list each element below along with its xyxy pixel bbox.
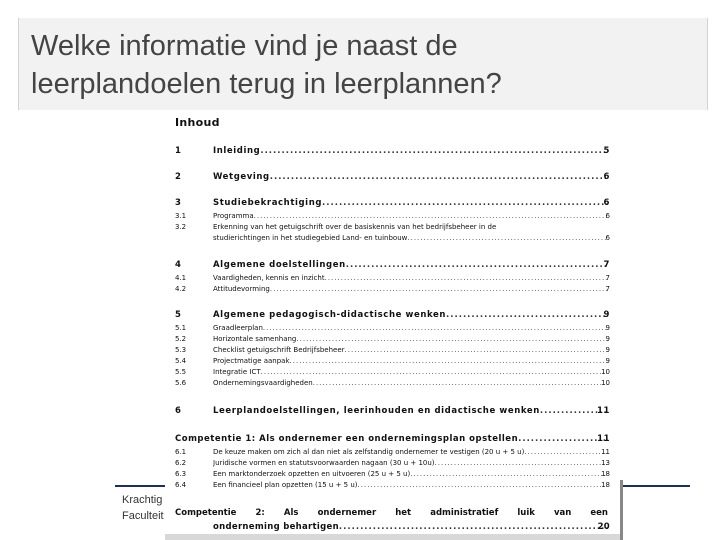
toc-entry-label (213, 310, 608, 320)
toc-leader-dots (435, 459, 608, 467)
toc-entry-label (213, 285, 608, 293)
toc-entry-page: 20 (597, 522, 610, 532)
toc-entry-number: 6.4 (175, 481, 187, 489)
toc-entry-label (213, 448, 608, 456)
toc-entry-page: 5 (603, 146, 610, 156)
toc-entry-word: luik (517, 508, 535, 518)
toc-entry-number: 5.5 (175, 368, 187, 376)
toc-entry-title: Een financieel plan opzetten (15 u + 5 u) (213, 481, 358, 489)
toc-entry-number: 3 (175, 198, 182, 208)
toc-entry-title: onderneming behartigen (213, 522, 339, 532)
toc-entry-page: 9 (605, 346, 610, 354)
toc-entry-word: administratief (430, 508, 499, 518)
toc-entry-word: een (590, 508, 608, 518)
toc-entry-title: Attitudevorming (213, 285, 270, 293)
toc-entry-title: studierichtingen in het studiegebied Land- en tuinbouw (213, 234, 408, 242)
toc-entry-number: 6 (175, 406, 182, 416)
slide-title-box (18, 18, 708, 110)
toc-entry-number: 5.3 (175, 346, 187, 354)
toc-entry-page: 11 (596, 406, 610, 416)
toc-entry-label (213, 346, 608, 354)
toc-entry-label (213, 368, 608, 376)
toc-entry-title: Wetgeving (213, 172, 270, 182)
toc-entry-number: 6.2 (175, 459, 187, 467)
toc-entry-word: Als (283, 508, 299, 518)
toc-entry-title: Studiebekrachtiging (213, 198, 323, 208)
toc-entry-page: 7 (603, 260, 610, 270)
toc-entry-word: ondernemer (317, 508, 377, 518)
toc-entry-number: 1 (175, 146, 182, 156)
toc-entry-title: Checklist getuigschrift Bedrijfsbeheer (213, 346, 345, 354)
scan-right-edge (620, 480, 623, 540)
toc-entry-number: 4.1 (175, 274, 187, 282)
toc-entry-label (213, 146, 608, 156)
toc-entry-page: 18 (601, 481, 610, 489)
toc-entry-number: 5.6 (175, 379, 187, 387)
toc-entry-page: 11 (601, 448, 610, 456)
toc-entry-title: Erkenning van het getuigschrift over de basiskennis van het bedrijfsbeheer in de (213, 223, 497, 231)
toc-leader-dots (261, 368, 608, 376)
toc-entry-word: van (553, 508, 572, 518)
toc-entry-page: 6 (605, 234, 610, 242)
toc-entry-page: 9 (603, 310, 610, 320)
toc-heading: Inhoud (175, 116, 220, 129)
toc-leader-dots (313, 379, 608, 387)
toc-leader-dots (260, 146, 608, 156)
toc-entry-page: 6 (603, 198, 610, 208)
toc-entry-title: Programma (213, 212, 254, 220)
toc-entry-number: 4.2 (175, 285, 187, 293)
toc-entry-page: 9 (605, 357, 610, 365)
toc-entry-title: Een marktonderzoek opzetten en uitvoeren (25 u + 5 u) (213, 470, 411, 478)
toc-leader-dots (254, 212, 608, 220)
toc-entry-number: 3.2 (175, 223, 187, 231)
footer-text-line-2: Faculteit (122, 510, 164, 522)
toc-entry-label (213, 335, 608, 343)
toc-entry-label (213, 481, 608, 489)
toc-entry-number: 6.1 (175, 448, 187, 456)
toc-entry-page: 6 (603, 172, 610, 182)
slide-title-line-1: Welke informatie vind je naast de (31, 30, 458, 62)
toc-entry-title: Ondernemingsvaardigheden (213, 379, 313, 387)
toc-entry-page: 7 (605, 285, 610, 293)
toc-leader-dots (263, 324, 608, 332)
toc-entry-title: Juridische vormen en statutsvoorwaarden nagaan (30 u + 10u) (213, 459, 435, 467)
toc-leader-dots (270, 172, 608, 182)
toc-entry-title: Projectmatige aanpak (213, 357, 290, 365)
toc-entry-label (213, 172, 608, 182)
toc-entry-title: Integratie ICT (213, 368, 261, 376)
toc-entry-page: 11 (597, 434, 610, 444)
toc-entry-number: 2 (175, 172, 182, 182)
toc-entry-title: Competentie 1: Als ondernemer een ondernemingsplan opstellen (175, 434, 519, 444)
toc-entry-label (213, 198, 608, 208)
toc-leader-dots (524, 448, 608, 456)
toc-entry-number: 6.3 (175, 470, 187, 478)
table-of-contents-image (165, 110, 622, 540)
toc-leader-dots (339, 522, 608, 532)
toc-entry-page: 18 (601, 470, 610, 478)
toc-entry-number: 5.4 (175, 357, 187, 365)
scan-bottom-edge (165, 534, 622, 540)
toc-entry-label (213, 274, 608, 282)
toc-leader-dots (358, 481, 608, 489)
toc-entry-number: 5.1 (175, 324, 187, 332)
toc-entry-label (175, 508, 608, 518)
toc-entry-label (213, 324, 608, 332)
toc-entry-page: 6 (605, 212, 610, 220)
toc-entry-number: 5 (175, 310, 182, 320)
toc-entry-title: Algemene doelstellingen (213, 260, 346, 270)
toc-entry-label (213, 522, 608, 532)
toc-entry-title: De keuze maken om zich al dan niet als zelfstandig ondernemer te vestigen (20 u + 5 u) (213, 448, 525, 456)
toc-entry-label (213, 357, 608, 365)
toc-leader-dots (325, 274, 608, 282)
toc-entry-page: 9 (605, 324, 610, 332)
toc-leader-dots (290, 357, 608, 365)
toc-entry-label (213, 459, 608, 467)
toc-entry-number: 3.1 (175, 212, 187, 220)
toc-entry-label (175, 434, 608, 444)
toc-leader-dots (407, 234, 608, 242)
toc-entry-label (213, 234, 608, 242)
toc-leader-dots (322, 198, 608, 208)
toc-leader-dots (518, 434, 608, 444)
toc-entry-word: 2: (255, 508, 265, 518)
toc-entry-number: 4 (175, 260, 182, 270)
toc-entry-title: Vaardigheden, kennis en inzicht (213, 274, 325, 282)
toc-leader-dots (346, 260, 608, 270)
toc-entry-label (213, 406, 608, 416)
toc-entry-label (213, 470, 608, 478)
toc-leader-dots (410, 470, 608, 478)
toc-entry-title: Graadleerplan (213, 324, 263, 332)
toc-entry-label (213, 260, 608, 270)
toc-entry-page: 13 (601, 459, 610, 467)
toc-entry-label (213, 223, 608, 231)
toc-entry-page: 9 (605, 335, 610, 343)
toc-entry-page: 7 (605, 274, 610, 282)
toc-entry-title: Horizontale samenhang (213, 335, 297, 343)
toc-leader-dots (270, 285, 608, 293)
toc-entry-page: 10 (601, 379, 610, 387)
toc-leader-dots (446, 310, 608, 320)
toc-entry-number: 5.2 (175, 335, 187, 343)
toc-leader-dots (296, 335, 608, 343)
toc-entry-label (213, 379, 608, 387)
toc-entry-word: het (395, 508, 412, 518)
slide-title-line-2: leerplandoelen terug in leerplannen? (31, 68, 502, 100)
toc-entry-title: Algemene pedagogisch-didactische wenken (213, 310, 447, 320)
toc-entry-word: Competentie (175, 508, 237, 518)
toc-leader-dots (345, 346, 608, 354)
toc-entry-title: Inleiding (213, 146, 261, 156)
toc-entry-label (213, 212, 608, 220)
footer-text-line-1: Krachtig (122, 494, 163, 506)
toc-entry-title: Leerplandoelstellingen, leerinhouden en didactische wenken (213, 406, 540, 416)
toc-entry-page: 10 (601, 368, 610, 376)
